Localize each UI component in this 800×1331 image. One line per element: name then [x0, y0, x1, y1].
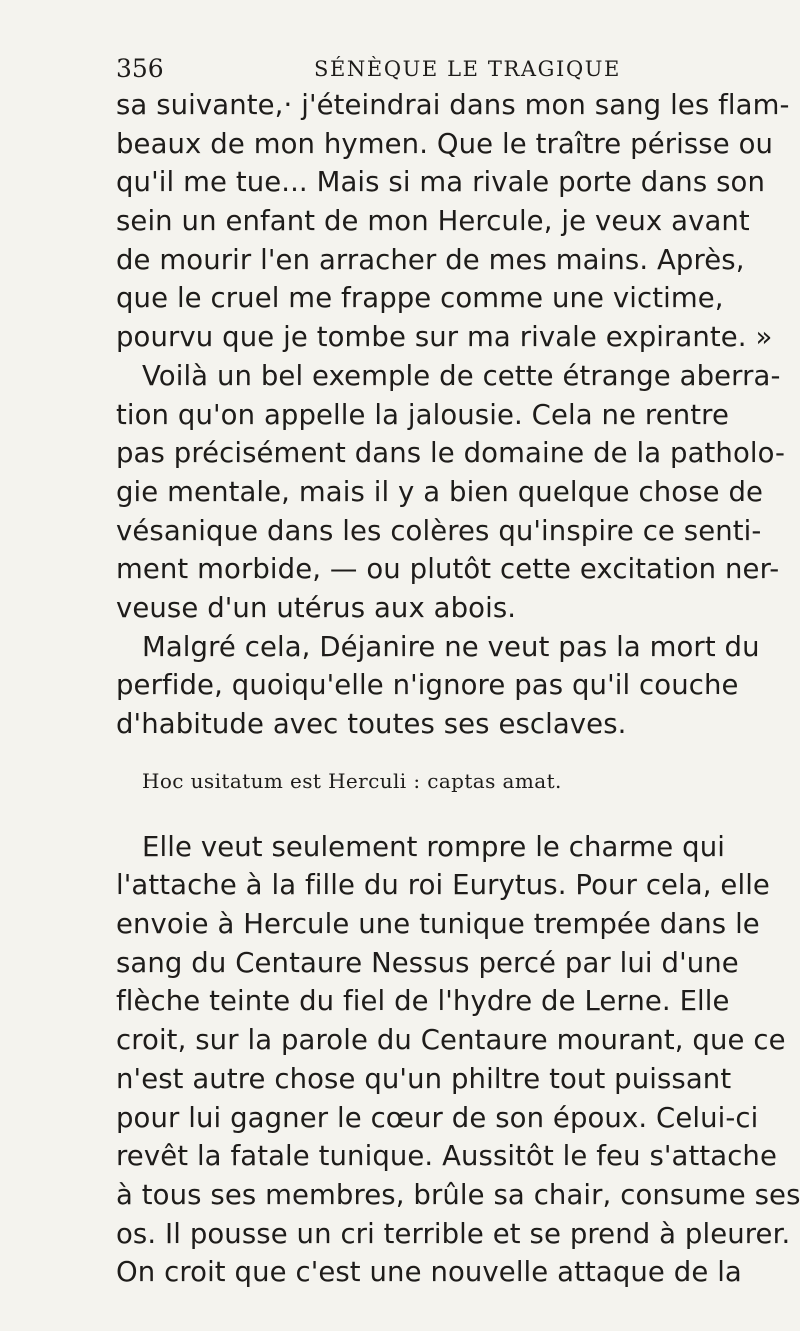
paragraph-2 [116, 357, 796, 628]
text-line: croit, sur la parole du Centaure mourant, que ce [116, 1024, 786, 1057]
text-line: beaux de mon hymen. Que le traître périsse ou [116, 127, 774, 160]
text-line: d'habitude avec toutes ses esclaves. [116, 708, 627, 740]
text-line: On croit que c'est une nouvelle attaque de la [116, 1256, 742, 1289]
text-line: sa suivante,· j'éteindrai dans mon sang les flam- [116, 89, 790, 121]
page-header [116, 54, 716, 90]
text-line: Voilà un bel exemple de cette étrange aberra- [142, 359, 781, 392]
text-line: sein un enfant de mon Hercule, je veux avant [116, 205, 750, 238]
text-line: sang du Centaure Nessus percé par lui d'une [116, 946, 739, 979]
text-line: revêt la fatale tunique. Aussitôt le feu s'attache [116, 1140, 777, 1173]
page-number: 356 [116, 54, 164, 83]
spacer [116, 796, 796, 828]
text-line: Elle veut seulement rompre le charme qui [142, 830, 725, 863]
latin-quote: Hoc usitatum est Herculi : captas amat. [142, 768, 562, 793]
running-head: SÉNÈQUE LE TRAGIQUE [314, 57, 621, 81]
text-line: de mourir l'en arracher de mes mains. Après, [116, 243, 745, 276]
text-line: n'est autre chose qu'un philtre tout puissant [116, 1062, 732, 1095]
text-line: veuse d'un utérus aux abois. [116, 591, 517, 624]
text-line: pourvu que je tombe sur ma rivale expirante. » [116, 321, 773, 354]
text-line: flèche teinte du fiel de l'hydre de Lerne. Elle [116, 985, 730, 1018]
text-line: tion qu'on appelle la jalousie. Cela ne rentre [116, 398, 729, 431]
text-line: perfide, quoiqu'elle n'ignore pas qu'il couche [116, 669, 739, 702]
text-line: pas précisément dans le domaine de la patholo- [116, 437, 786, 470]
text-line: os. Il pousse un cri terrible et se prend à pleurer. [116, 1217, 791, 1250]
text-line: l'attache à la fille du roi Eurytus. Pour cela, elle [116, 869, 770, 902]
text-line: à tous ses membres, brûle sa chair, consume ses [116, 1178, 800, 1211]
paragraph-4 [116, 828, 800, 1292]
paragraph-1 [116, 86, 796, 357]
body-text [116, 86, 800, 1292]
text-line: Malgré cela, Déjanire ne veut pas la mort du [142, 630, 760, 663]
text-line: gie mentale, mais il y a bien quelque chose de [116, 475, 764, 508]
text-line: envoie à Hercule une tunique trempée dans le [116, 908, 760, 941]
text-line: vésanique dans les colères qu'inspire ce senti- [116, 514, 762, 547]
paragraph-3 [116, 628, 796, 744]
text-line: que le cruel me frappe comme une victime, [116, 282, 724, 315]
text-line: ment morbide, — ou plutôt cette excitation ner- [116, 553, 780, 586]
spacer [116, 744, 796, 766]
text-line: qu'il me tue... Mais si ma rivale porte dans son [116, 166, 765, 199]
text-line: pour lui gagner le cœur de son époux. Celui-ci [116, 1101, 759, 1134]
